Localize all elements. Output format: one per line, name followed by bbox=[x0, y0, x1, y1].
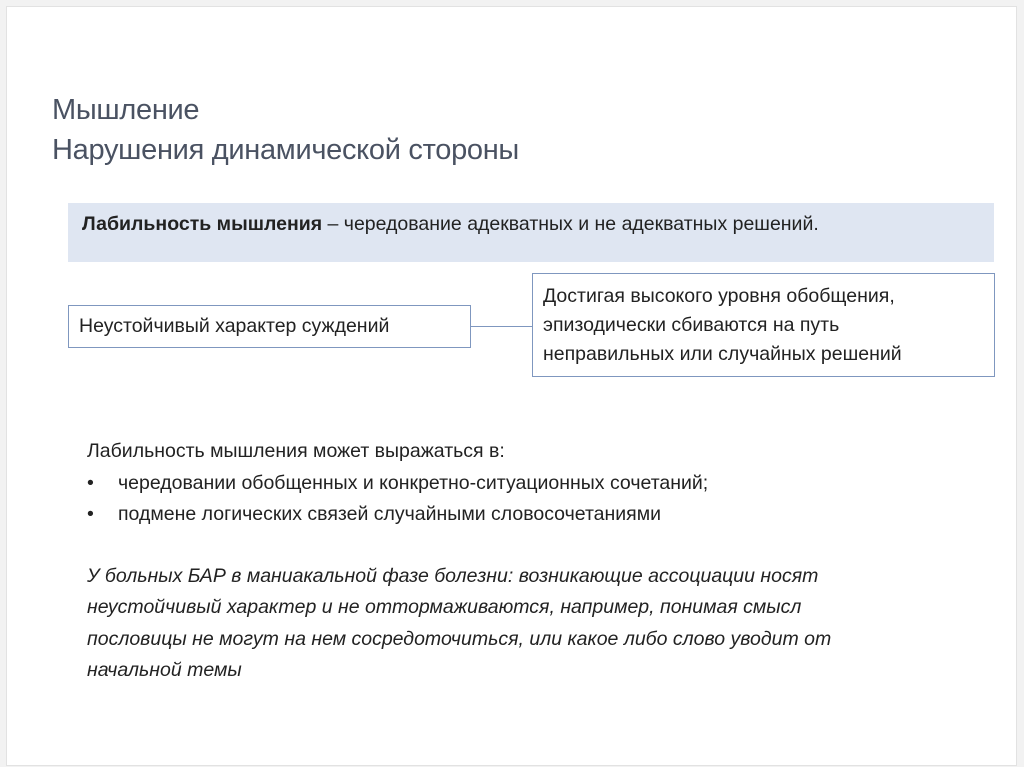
bullet-text: подмене логических связей случайными словосочетаниями bbox=[118, 503, 662, 525]
bullet-item bbox=[87, 499, 987, 531]
unstable-judgment-text: Неустойчивый характер суждений bbox=[79, 315, 390, 337]
clinical-example-line: неустойчивый характер и не оттормаживаются, например, понимая смысл bbox=[87, 596, 802, 618]
definition-term: Лабильность мышления bbox=[82, 213, 323, 235]
explanation-line-2: эпизодически сбиваются на путь bbox=[543, 314, 840, 336]
bullet-marker: • bbox=[87, 471, 94, 494]
clinical-example-line: пословицы не могут на нем сосредоточиться, или какое либо слово уводит от bbox=[87, 627, 832, 650]
slide-title bbox=[52, 90, 519, 170]
title-line-2: Нарушения динамической стороны bbox=[52, 134, 519, 166]
definition-text: – чередование адекватных и не адекватных решений. bbox=[322, 213, 819, 235]
explanation-line-1: Достигая высокого уровня обобщения, bbox=[543, 285, 895, 307]
explanation-box bbox=[532, 273, 995, 377]
bullet-text: чередовании обобщенных и конкретно-ситуационных сочетаний; bbox=[118, 471, 709, 494]
clinical-example-line: У больных БАР в маниакальной фазе болезни: возникающие ассоциации носят bbox=[87, 564, 819, 587]
bullet-item bbox=[87, 468, 987, 500]
clinical-example-line: начальной темы bbox=[87, 659, 242, 681]
bullet-marker: • bbox=[87, 503, 94, 525]
definition-box bbox=[68, 203, 994, 262]
clinical-example bbox=[87, 561, 987, 687]
title-line-1: Мышление bbox=[52, 94, 200, 126]
explanation-line-3: неправильных или случайных решений bbox=[543, 343, 902, 365]
unstable-judgment-box bbox=[68, 305, 471, 348]
connector-line bbox=[471, 326, 533, 327]
body-intro: Лабильность мышления может выражаться в: bbox=[87, 440, 505, 462]
body-text bbox=[87, 436, 987, 687]
